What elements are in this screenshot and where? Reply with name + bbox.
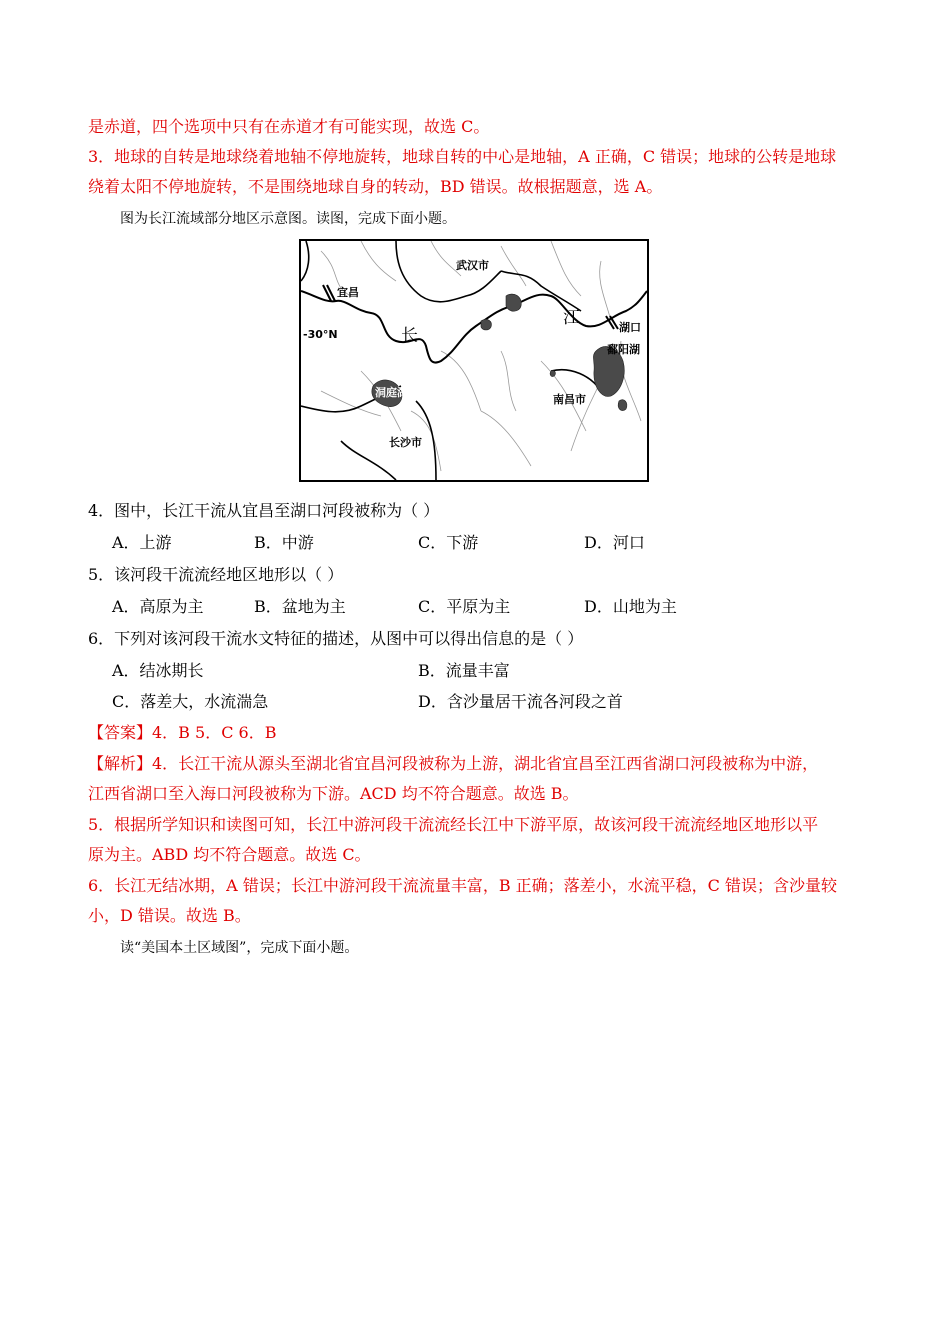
answer-line: 【答案】4．B 5．C 6．B	[88, 723, 277, 742]
analysis-line: 【解析】4．长江干流从源头至湖北省宜昌河段被称为上游，湖北省宜昌至江西省湖口河段被称为中游，	[88, 754, 819, 773]
solution-line: 是赤道，四个选项中只有在赤道才有可能实现，故选 C。	[88, 117, 490, 136]
q4-option-d: D．河口	[584, 533, 645, 552]
label-poyang: 鄱阳湖	[607, 343, 640, 356]
label-chang: 长	[401, 326, 418, 346]
q4-option-a: A．上游	[112, 533, 172, 552]
label-latitude: -30°N	[303, 328, 338, 341]
label-jiang: 江	[563, 308, 580, 328]
label-yichang: 宜昌	[337, 286, 359, 299]
label-dongting: 洞庭湖	[375, 386, 408, 399]
label-hukou: 湖口	[619, 321, 641, 334]
analysis-line: 小，D 错误。故选 B。	[88, 906, 251, 925]
q4-option-b: B．中游	[254, 533, 314, 552]
q6-option-c: C．落差大，水流湍急	[112, 692, 269, 711]
label-wuhan: 武汉市	[456, 259, 489, 272]
question-6-stem: 6．下列对该河段干流水文特征的描述，从图中可以得出信息的是（ ）	[88, 629, 584, 648]
yangtze-map	[299, 239, 649, 482]
analysis-line: 原为主。ABD 均不符合题意。故选 C。	[88, 845, 371, 864]
question-5-stem: 5．该河段干流流经地区地形以（ ）	[88, 565, 344, 584]
analysis-line: 江西省湖口至入海口河段被称为下游。ACD 均不符合题意。故选 B。	[88, 784, 579, 803]
q5-option-b: B．盆地为主	[254, 597, 346, 616]
q4-option-c: C．下游	[418, 533, 479, 552]
q5-option-c: C．平原为主	[418, 597, 511, 616]
analysis-line: 6．长江无结冰期，A 错误；长江中游河段干流流量丰富，B 正确；落差小，水流平稳，C 错误；含沙量较	[88, 876, 837, 895]
solution-line: 绕着太阳不停地旋转，不是围绕地球自身的转动，BD 错误。故根据题意，选 A。	[88, 177, 663, 196]
q5-option-d: D．山地为主	[584, 597, 677, 616]
q6-option-b: B．流量丰富	[418, 661, 510, 680]
question-intro: 读“美国本土区域图”，完成下面小题。	[120, 940, 359, 956]
label-nanchang: 南昌市	[553, 393, 586, 406]
analysis-line: 5．根据所学知识和读图可知，长江中游河段干流流经长江中下游平原，故该河段干流流经地区地形以平	[88, 815, 819, 834]
question-4-stem: 4．图中，长江干流从宜昌至湖口河段被称为（ ）	[88, 501, 440, 520]
label-changsha: 长沙市	[389, 436, 422, 449]
q5-option-a: A．高原为主	[112, 597, 204, 616]
solution-line: 3．地球的自转是地球绕着地轴不停地旋转，地球自转的中心是地轴，A 正确，C 错误；地球的公转是地球	[88, 147, 837, 166]
question-intro: 图为长江流域部分地区示意图。读图，完成下面小题。	[120, 211, 456, 227]
q6-option-d: D．含沙量居干流各河段之首	[418, 692, 623, 711]
q6-option-a: A．结冰期长	[112, 661, 204, 680]
